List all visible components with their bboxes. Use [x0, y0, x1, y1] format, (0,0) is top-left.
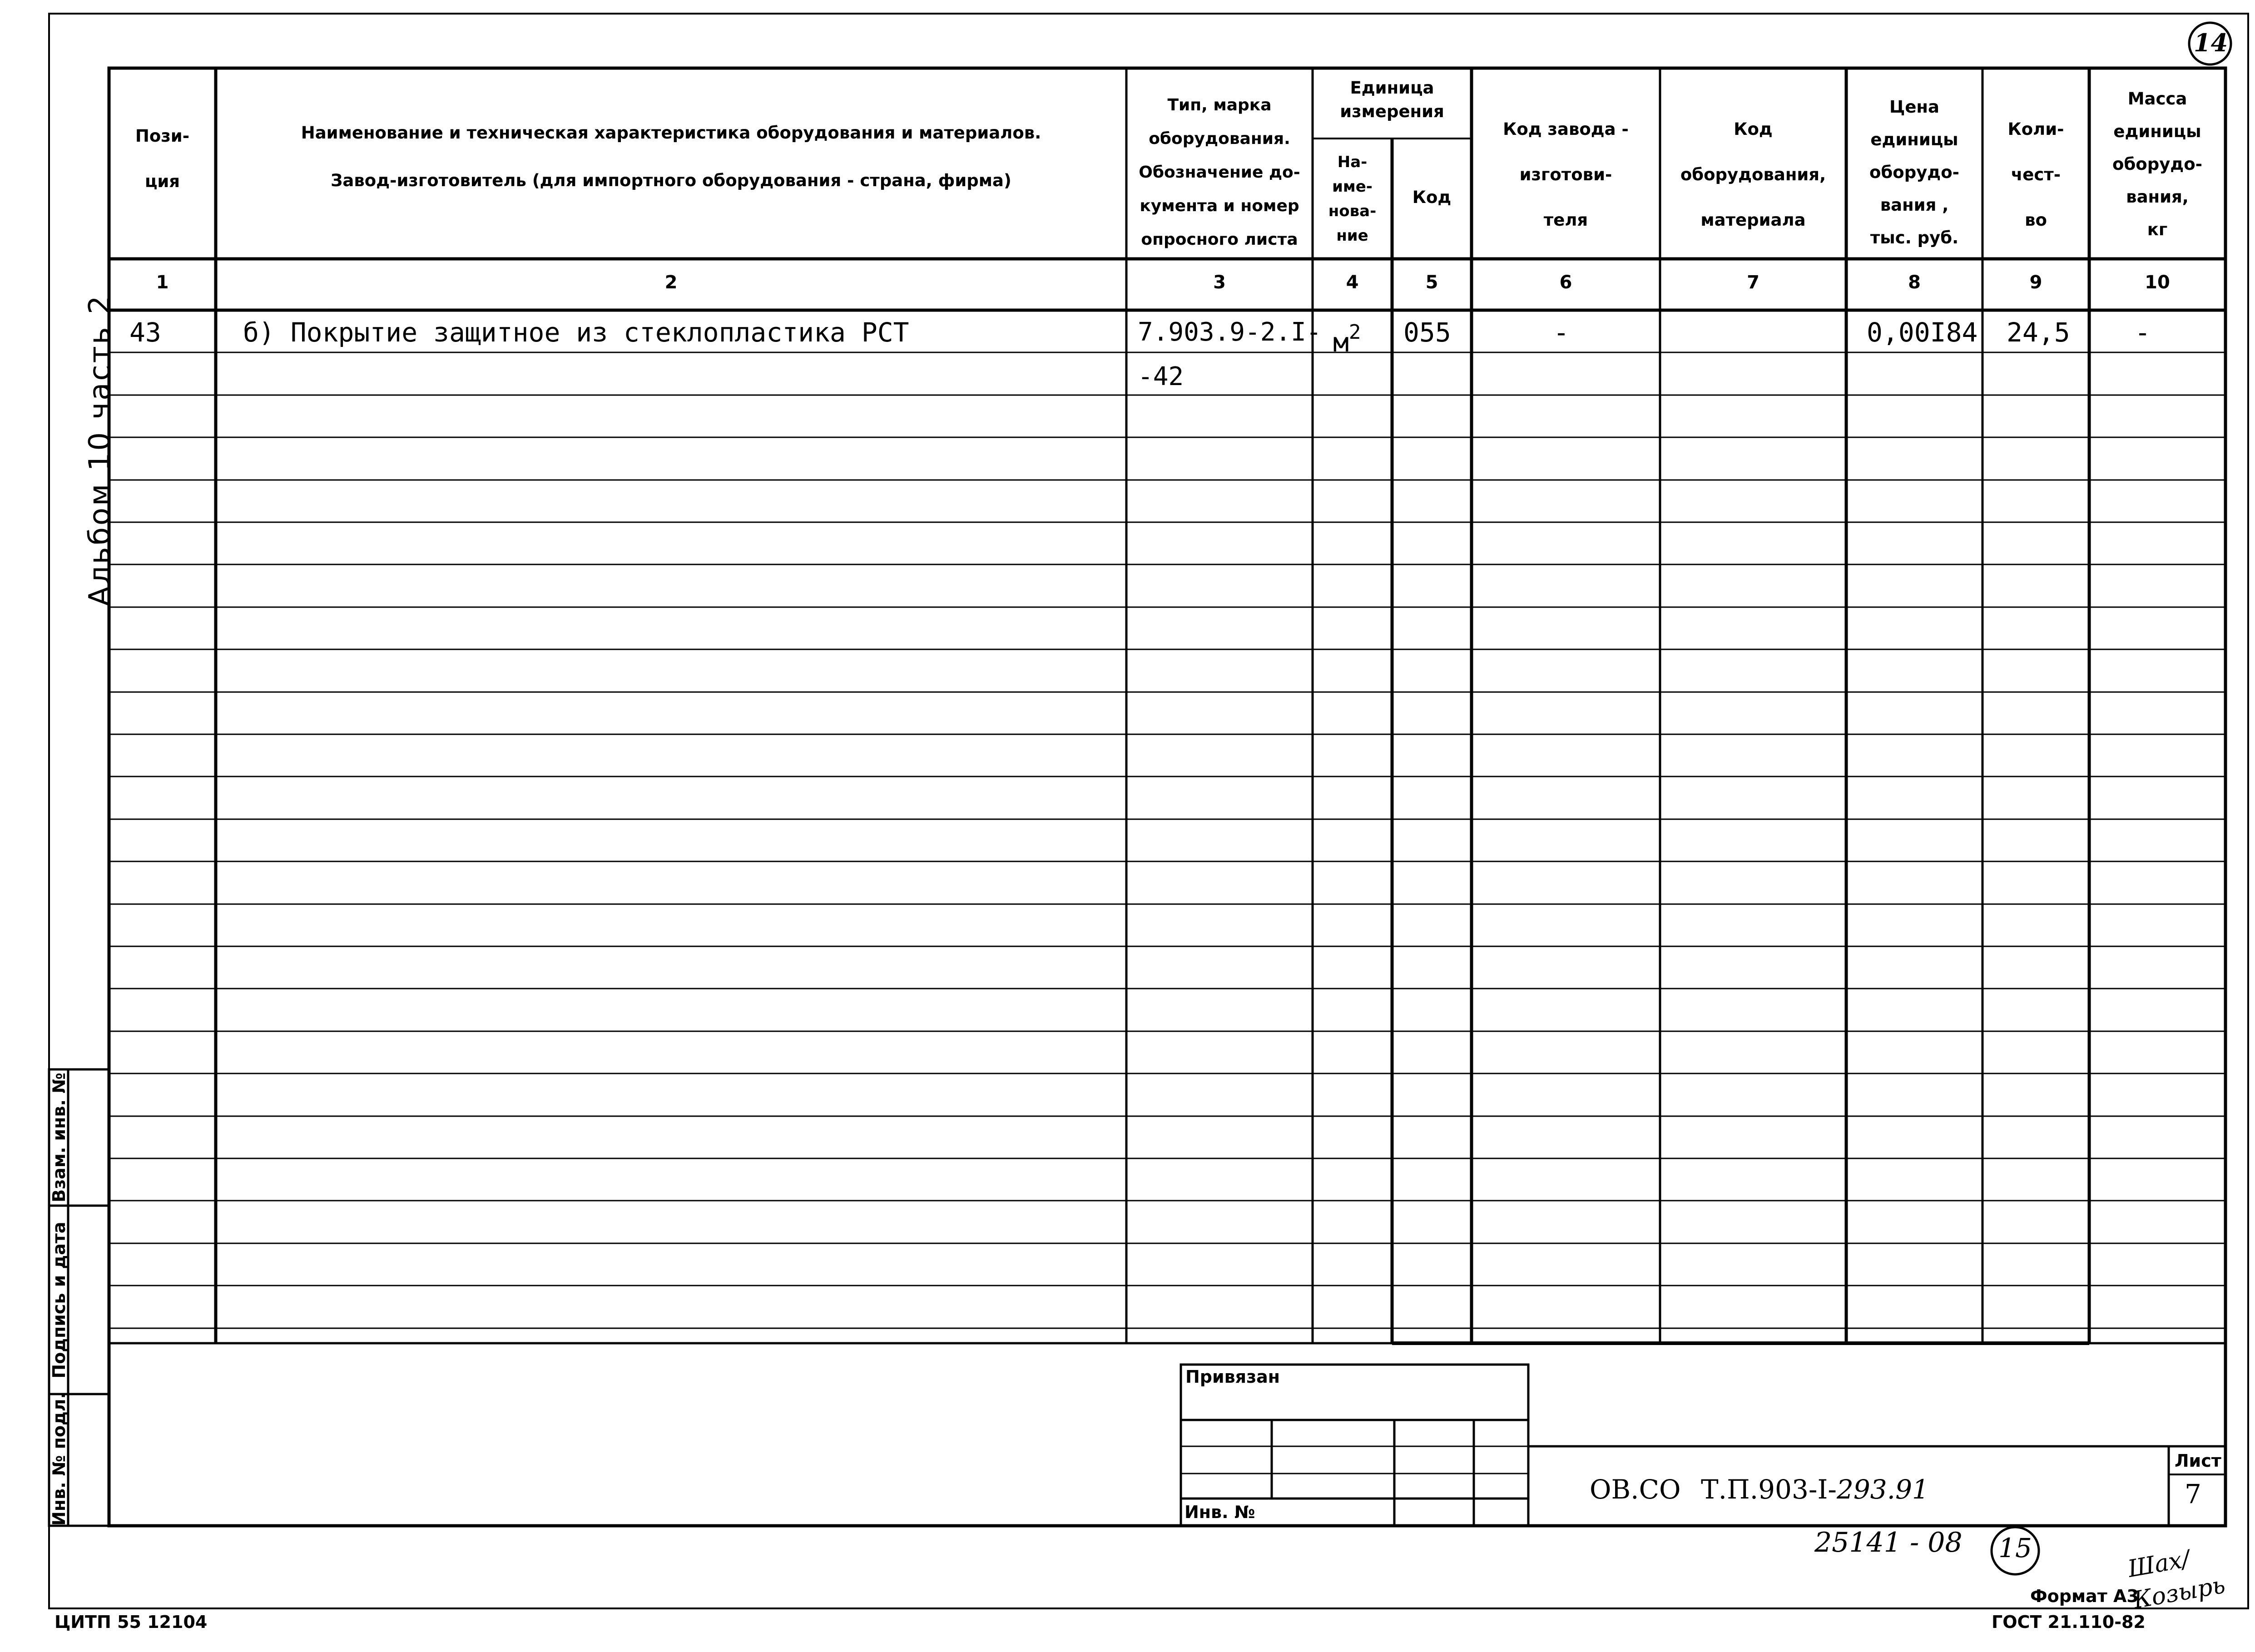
header-type: Тип, марка оборудования. Обозначение до- кумента и номер опросного листа [1139, 96, 1300, 249]
row-name: б) Покрытие защитное из стеклопластика РСТ [243, 317, 909, 348]
header-price: Цена единицы оборудо- вания , тыс. руб. [1869, 97, 1959, 247]
column-number: 4 [1346, 272, 1359, 293]
header-name: Наименование и техническая характеристика оборудования и материалов. Завод-изготовитель (для импортного оборудования - страна, фирма) [301, 123, 1041, 190]
column-number: 2 [664, 272, 678, 293]
unit-name-text: м [1333, 327, 1349, 358]
column-number: 9 [2029, 272, 2042, 293]
row-unit-code: 055 [1403, 317, 1451, 348]
header-factory-code: Код завода - изготови- теля [1503, 119, 1629, 230]
header-unit-code: Код [1412, 188, 1452, 207]
drawing-code: ОВ.СО [1590, 1474, 1681, 1505]
header-unit: Единица измерения [1340, 78, 1444, 121]
sheet-label: Лист [2175, 1451, 2221, 1471]
column-number: 10 [2145, 272, 2170, 293]
column-number: 6 [1559, 272, 1572, 293]
header-mass: Масса единицы оборудо- вания, кг [2112, 89, 2202, 239]
project-number [1701, 1471, 1929, 1508]
archive-number: 25141 - 08 [1814, 1527, 1963, 1558]
column-number: 3 [1213, 272, 1226, 293]
row-factory-code: - [1553, 317, 1569, 348]
archive-circled-number: 15 [1998, 1533, 2032, 1563]
stamp-podpis: Подпись и дата [49, 1222, 69, 1379]
column-number: 1 [156, 272, 169, 293]
header-unit-name: На- име- нова- ние [1328, 153, 1377, 245]
row-quantity: 24,5 [2007, 317, 2070, 348]
privyazan-box [1181, 1365, 1528, 1526]
gost-label: ГОСТ 21.110-82 [1992, 1612, 2146, 1632]
header-position: Пози- ция [135, 126, 190, 191]
sheet-number-circled: 14 [2194, 28, 2228, 57]
project-prefix: Т.П.903-I- [1701, 1474, 1837, 1505]
album-label: Альбом 10 часть 2 [83, 294, 117, 606]
unit-superscript: 2 [1348, 321, 1361, 344]
column-number: 7 [1747, 272, 1759, 293]
row-price: 0,00I84 [1867, 317, 1978, 348]
header-quantity: Коли- чест- во [2007, 119, 2064, 230]
signature: Шах/ Козырь [2126, 1545, 2227, 1614]
row-unit-name [1333, 314, 1361, 361]
project-hand: 293.91 [1836, 1474, 1929, 1505]
inv-no-label: Инв. № [1184, 1502, 1255, 1522]
row-position: 43 [129, 317, 161, 348]
stamp-inv-podl: Инв. № подл. [49, 1392, 69, 1526]
row-mass: - [2135, 317, 2151, 348]
header-equipment-code: Код оборудования, материала [1680, 119, 1826, 230]
column-number: 5 [1425, 272, 1438, 293]
row-doc: 7.903.9-2.I- [1138, 317, 1322, 347]
citp-label: ЦИТП 55 12104 [55, 1612, 208, 1632]
sheet-number: 7 [2185, 1479, 2201, 1509]
row-doc-continued: -42 [1138, 362, 1184, 391]
stamp-vzam: Взам. инв. № [49, 1073, 69, 1202]
format-label: Формат А3 [2030, 1586, 2139, 1606]
column-number: 8 [1908, 272, 1921, 293]
privyazan-label: Привязан [1185, 1367, 1280, 1387]
